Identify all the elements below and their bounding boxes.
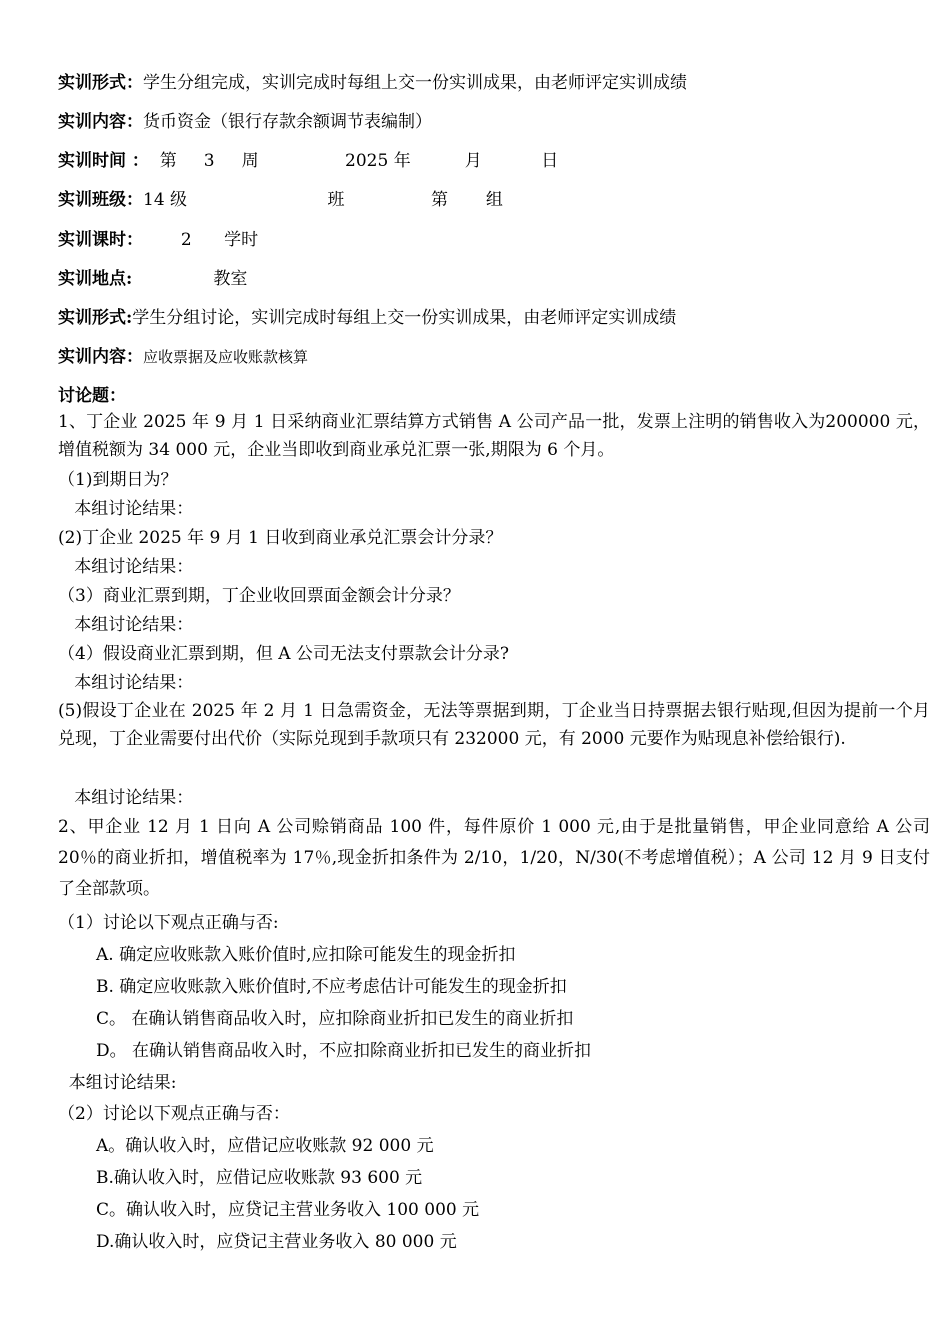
option-item: A。确认收入时，应借记应收账款 92 000 元 (96, 1136, 434, 1156)
question-1-sub-2: (2)丁企业 2025 年 9 月 1 日收到商业承兑汇票会计分录？ (58, 528, 503, 548)
info-line-format (58, 72, 687, 94)
info-label: 实训形式： (58, 73, 143, 93)
group-result-label: 本组讨论结果： (58, 557, 194, 577)
info-value: 学生分组讨论，实训完成时每组上交一份实训成果，由老师评定实训成绩 (132, 308, 677, 328)
option-item: C。 在确认销售商品收入时，应扣除商业折扣已发生的商业折扣 (96, 1009, 574, 1029)
question-1-sub-1: （1)到期日为？ (58, 470, 178, 490)
info-label: 实训内容： (58, 347, 143, 367)
info-line-format-2 (58, 307, 676, 329)
group-result-label: 本组讨论结果： (58, 499, 194, 519)
info-label: 实训课时： (58, 230, 143, 250)
question-2-text: 2、甲企业 12 月 1 日向 A 公司赊销商品 100 件，每件原价 1 000 元,由于是批量销售，甲企业同意给 A 公司 20％的商业折扣，增值税率为 17％,现金折扣条件为 2/10，1/20，N/30(不考虑增值税）；A 公司 12 月 9 日支付了全部款项。 (58, 817, 930, 899)
info-value: 货币资金（银行存款余额调节表编制） (143, 112, 432, 132)
question-2-part-1: （1）讨论以下观点正确与否: (58, 913, 279, 933)
question-1-sub-4: （4）假设商业汇票到期，但 A 公司无法支付票款会计分录? (58, 644, 510, 664)
info-value: 2 学时 (143, 230, 259, 250)
info-line-location (58, 268, 247, 290)
info-line-time (58, 150, 558, 172)
info-label: 实训内容： (58, 112, 143, 132)
group-result-label: 本组讨论结果： (58, 788, 194, 808)
info-value: 应收票据及应收账款核算 (143, 348, 309, 366)
info-value: 14 级 班 第 组 (143, 190, 503, 210)
info-value: 学生分组完成，实训完成时每组上交一份实训成果，由老师评定实训成绩 (143, 73, 687, 93)
option-item: C。确认收入时，应贷记主营业务收入 100 000 元 (96, 1200, 480, 1220)
discussion-title: 讨论题： (58, 386, 126, 406)
option-item: B.确认收入时，应借记应收账款 93 600 元 (96, 1168, 423, 1188)
info-label: 实训地点: (58, 269, 133, 289)
option-item: A. 确定应收账款入账价值时,应扣除可能发生的现金折扣 (96, 945, 516, 965)
question-1-text: 1、丁企业 2025 年 9 月 1 日采纳商业汇票结算方式销售 A 公司产品一批，发票上注明的销售收入为200000 元，增值税额为 34 000 元，企业当即收到商业承兑汇票一张,期限为 6 个月。 (58, 412, 930, 460)
info-line-content-2 (58, 346, 308, 368)
info-label: 实训形式: (58, 308, 133, 328)
group-result-label: 本组讨论结果： (58, 615, 194, 635)
info-line-hours (58, 229, 258, 251)
question-2-part-2: （2）讨论以下观点正确与否： (58, 1104, 290, 1124)
question-1-sub-5: (5)假设丁企业在 2025 年 2 月 1 日急需资金，无法等票据到期，丁企业当日持票据去银行贴现,但因为提前一个月兑现，丁企业需要付出代价（实际兑现到手款项只有 232000 元，有 2000 元要作为贴现息补偿给银行). (58, 701, 930, 749)
option-item: B. 确定应收账款入账价值时,不应考虑估计可能发生的现金折扣 (96, 977, 567, 997)
group-result-label: 本组讨论结果： (58, 673, 194, 693)
question-1-sub-3: （3）商业汇票到期，丁企业收回票面金额会计分录？ (58, 586, 460, 606)
info-label: 实训时间 ： (58, 151, 149, 171)
info-value: 第 3 周 2025 年 月 日 (148, 151, 559, 171)
option-item: D。 在确认销售商品收入时，不应扣除商业折扣已发生的商业折扣 (96, 1041, 592, 1061)
option-item: D.确认收入时，应贷记主营业务收入 80 000 元 (96, 1232, 457, 1252)
group-result-label: 本组讨论结果: (58, 1073, 177, 1093)
info-line-class (58, 189, 503, 211)
info-label: 实训班级： (58, 190, 143, 210)
info-line-content (58, 111, 432, 133)
info-value: 教室 (132, 269, 248, 289)
